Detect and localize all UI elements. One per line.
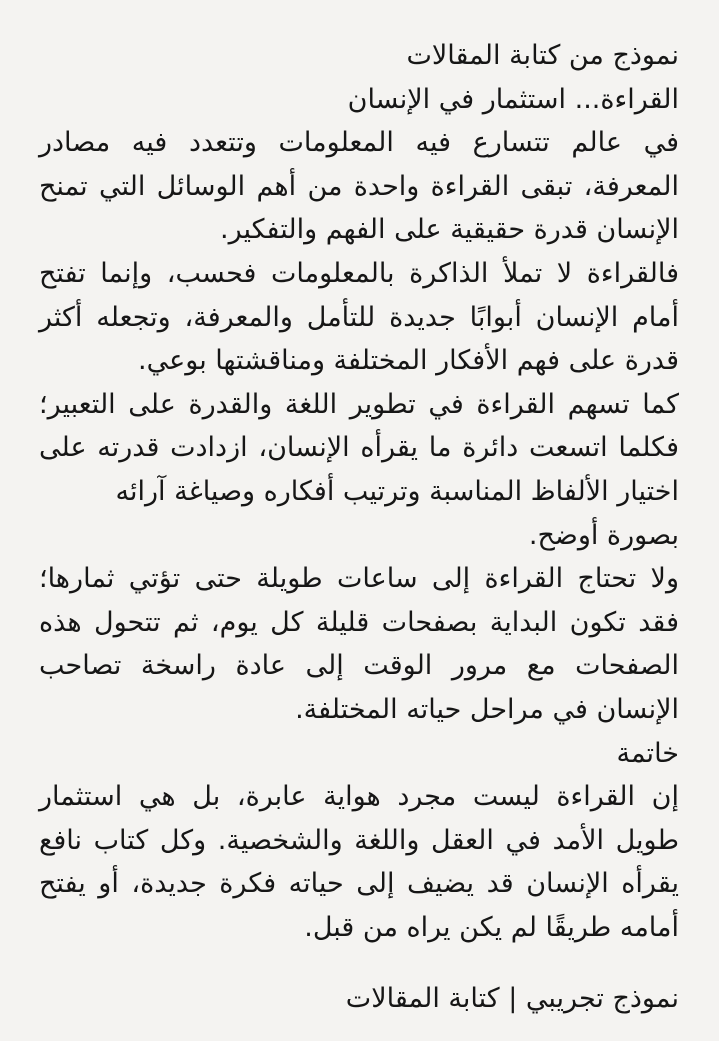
paragraph-line: أمامه طريقًا لم يكن يراه من قبل. <box>304 911 679 943</box>
article-title: القراءة... استثمار في الإنسان <box>347 83 679 115</box>
paragraph-line: ولا تحتاج القراءة إلى ساعات طويلة حتى تؤتي ثمارها؛ <box>39 563 679 595</box>
paragraph-line: فكلما اتسعت دائرة ما يقرأه الإنسان، ازدادت قدرته على <box>39 432 679 464</box>
document-footer: نموذج تجريبي | كتابة المقالات <box>345 983 679 1014</box>
paragraph-line: الإنسان في مراحل حياته المختلفة. <box>295 693 679 725</box>
paragraph-line: الإنسان قدرة حقيقية على الفهم والتفكير. <box>220 214 679 246</box>
paragraph-line: اختيار الألفاظ المناسبة وترتيب أفكاره وصياغة آرائه <box>115 475 679 507</box>
paragraph-line: يقرأه الإنسان قد يضيف إلى حياته فكرة جديدة، أو يفتح <box>39 868 679 900</box>
paragraph-line: بصورة أوضح. <box>528 519 679 551</box>
document-heading: نموذج من كتابة المقالات <box>406 40 679 71</box>
paragraph-line: الصفحات مع مرور الوقت إلى عادة راسخة تصاحب <box>39 650 679 682</box>
paragraph-line: إن القراءة ليست مجرد هواية عابرة، بل هي استثمار <box>39 781 679 813</box>
article <box>39 34 679 949</box>
paragraph-line: طويل الأمد في العقل واللغة والشخصية. وكل كتاب نافع <box>39 824 679 856</box>
paragraph-1 <box>39 121 679 252</box>
paragraph-line: أمام الإنسان أبوابًا جديدة للتأمل والمعرفة، وتجعله أكثر <box>39 301 679 333</box>
paragraph-line: فقد تكون البداية بصفحات قليلة كل يوم، ثم تتحول هذه <box>39 606 679 638</box>
paragraph-3 <box>39 383 679 557</box>
paragraph-line: في عالم تتسارع فيه المعلومات وتتعدد فيه مصادر <box>39 127 679 159</box>
paragraph-line: فالقراءة لا تملأ الذاكرة بالمعلومات فحسب، وإنما تفتح <box>39 257 679 289</box>
paragraph-4 <box>39 557 679 731</box>
conclusion-paragraph <box>39 775 679 949</box>
conclusion-heading: خاتمة <box>616 737 679 769</box>
paragraph-2 <box>39 252 679 383</box>
paragraph-line: المعرفة، تبقى القراءة واحدة من أهم الوسائل التي تمنح <box>39 170 679 202</box>
paragraph-line: قدرة على فهم الأفكار المختلفة ومناقشتها بوعي. <box>138 345 679 377</box>
paragraph-line: كما تسهم القراءة في تطوير اللغة والقدرة على التعبير؛ <box>39 388 679 420</box>
